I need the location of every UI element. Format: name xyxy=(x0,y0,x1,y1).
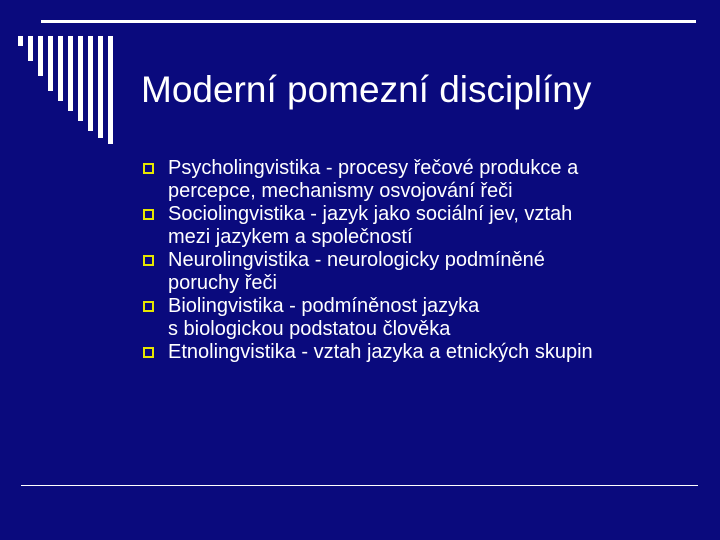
slide-title: Moderní pomezní disciplíny xyxy=(141,69,592,110)
bullet-text-line: s biologickou podstatou člověka xyxy=(168,318,451,340)
hollow-square-bullet-icon xyxy=(143,347,154,358)
bullet-text-line: percepce, mechanismy osvojování řeči xyxy=(168,180,513,202)
bottom-divider-line xyxy=(21,485,698,486)
bullet-text-line: Etnolingvistika - vztah jazyka a etnických skupin xyxy=(168,341,593,363)
hollow-square-bullet-icon xyxy=(143,209,154,220)
hollow-square-bullet-icon xyxy=(143,163,154,174)
bullet-text-line: Biolingvistika - podmíněnost jazyka xyxy=(168,295,480,317)
bullet-item-sociolingvistika xyxy=(142,203,702,249)
hollow-square-bullet-icon xyxy=(143,255,154,266)
bullet-text-line: Sociolingvistika - jazyk jako sociální jev, vztah xyxy=(168,203,573,225)
hollow-square-bullet-icon xyxy=(143,301,154,312)
bullet-item-psycholingvistika xyxy=(142,157,702,203)
bullet-text-line: Psycholingvistika - procesy řečové produkce a xyxy=(168,157,579,179)
bullet-text-line: poruchy řeči xyxy=(168,272,277,294)
bullet-item-neurolingvistika xyxy=(142,249,702,295)
top-divider-line xyxy=(21,20,696,23)
bullet-text-line: mezi jazykem a společností xyxy=(168,226,413,248)
decorative-bars-graphic xyxy=(18,36,128,146)
bullet-item-biolingvistika xyxy=(142,295,702,341)
bullet-item-etnolingvistika xyxy=(142,341,702,364)
bullet-list xyxy=(142,157,702,364)
bullet-text-line: Neurolingvistika - neurologicky podmíněné xyxy=(168,249,545,271)
top-divider-gap xyxy=(21,20,41,23)
